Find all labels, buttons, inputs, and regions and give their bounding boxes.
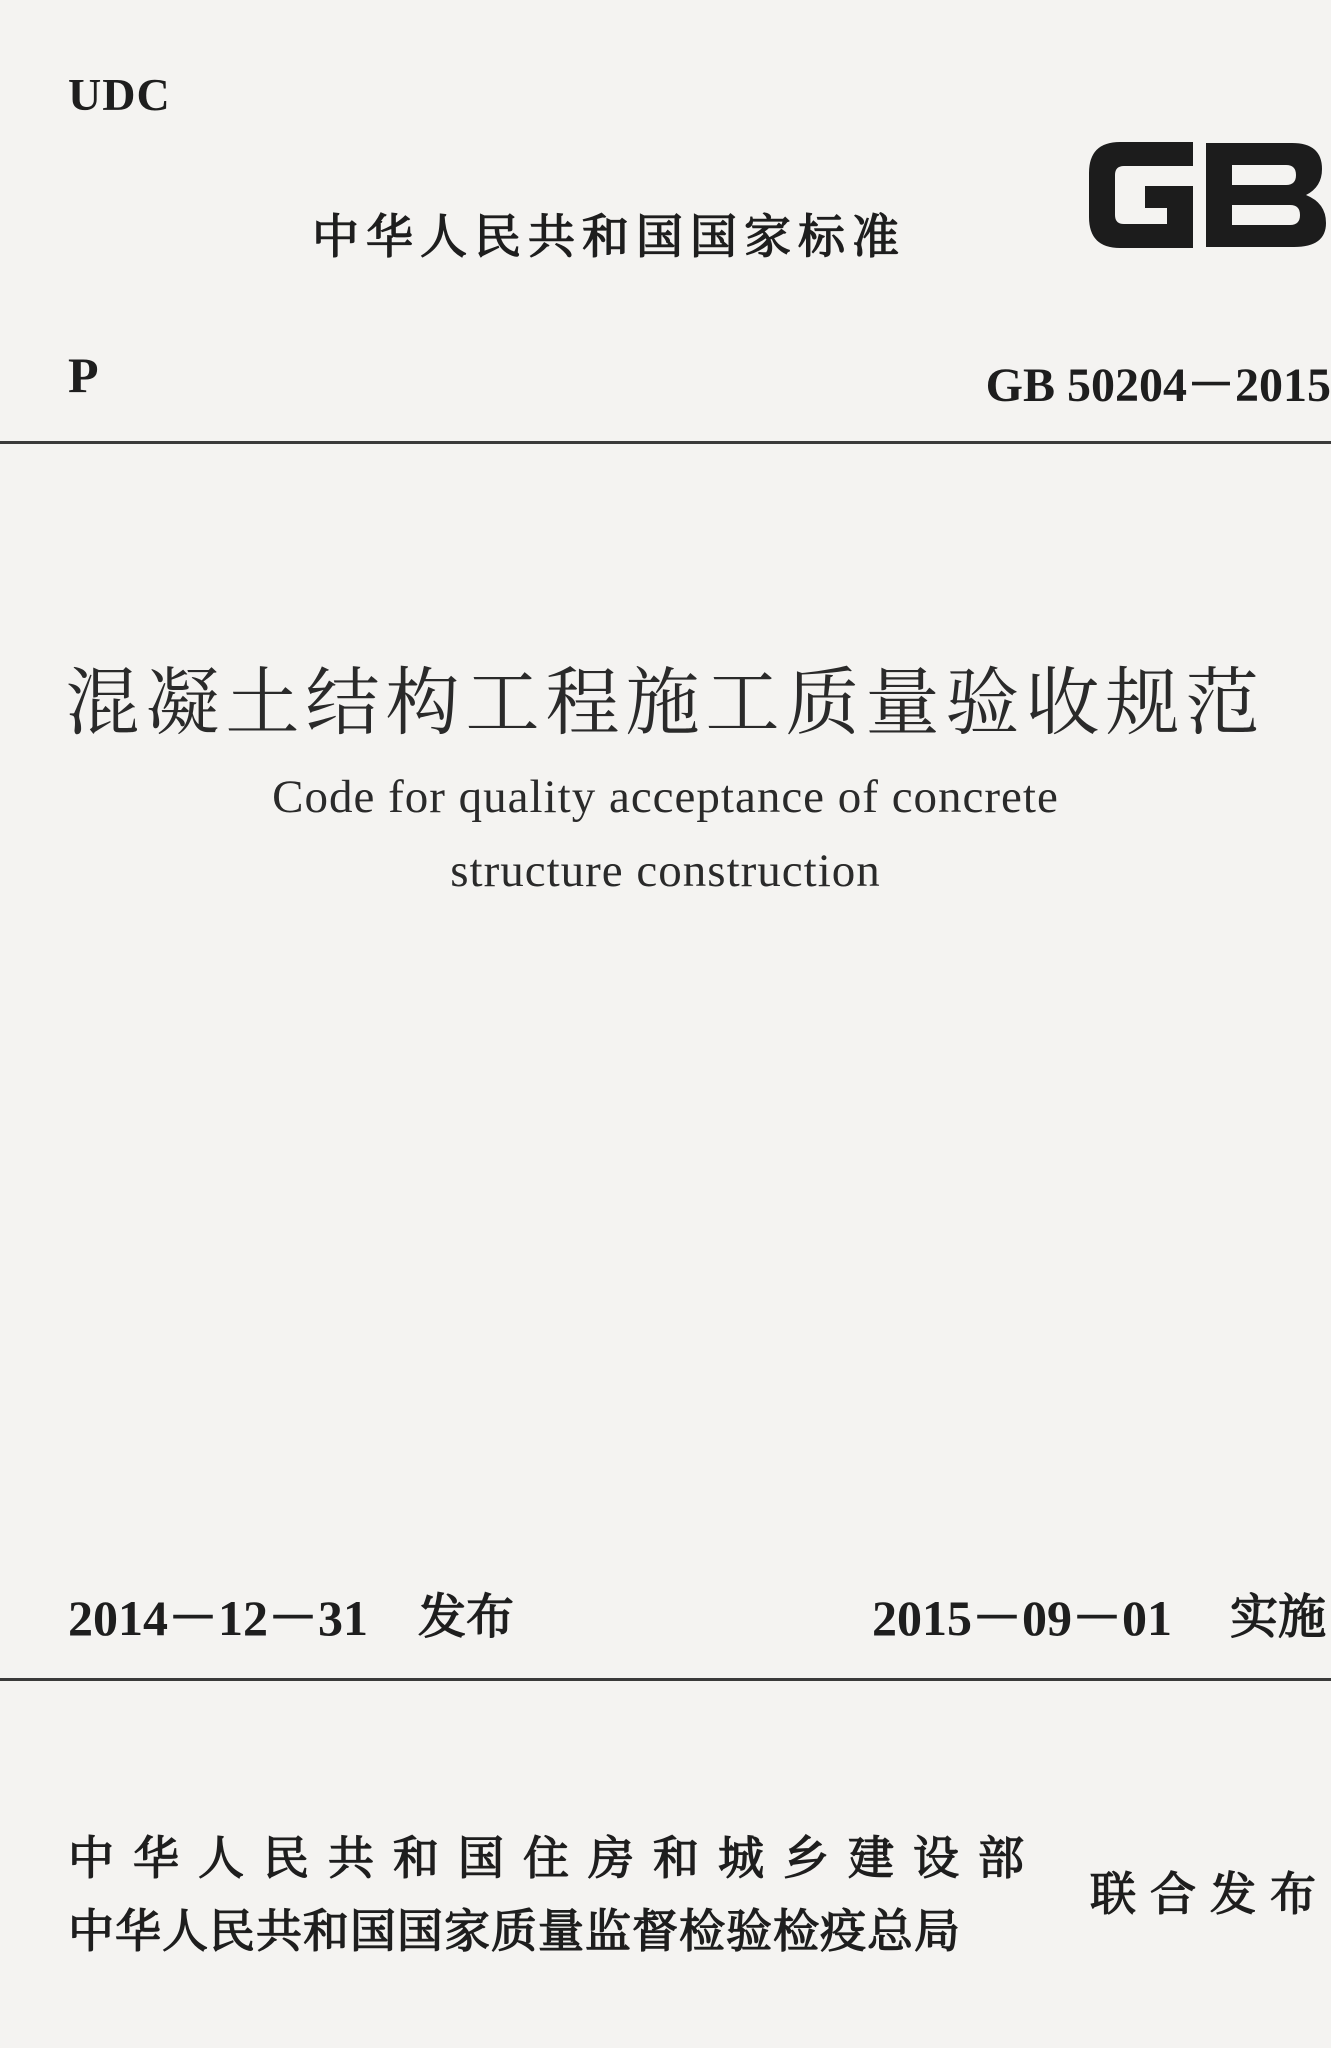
bottom-divider: [0, 1678, 1331, 1681]
effective-label: 实施: [1230, 1589, 1327, 1645]
gb-logo-icon: [1080, 125, 1330, 265]
effective-date: 2015－09－01: [872, 1590, 1172, 1646]
joint-issue-label: 联合发布: [1090, 1867, 1330, 1921]
issuer-ministry-housing: 中华人民共和国住房和城乡建设部: [68, 1831, 1043, 1885]
document-title-english-line1: Code for quality acceptance of concrete: [272, 771, 1059, 823]
udc-label: UDC: [68, 69, 171, 120]
standard-number: GB 50204－2015: [985, 359, 1331, 412]
document-title-chinese: 混凝土结构工程施工质量验收规范: [65, 660, 1266, 746]
document-title-english-line2: structure construction: [450, 845, 881, 897]
top-divider: [0, 441, 1331, 444]
national-standard-heading: 中华人民共和国国家标准: [312, 210, 906, 265]
publish-date: 2014－12－31: [68, 1590, 368, 1646]
issuer-quality-administration: 中华人民共和国国家质量监督检验检疫总局: [68, 1904, 961, 1958]
publish-label: 发布: [418, 1589, 515, 1645]
classification-code: P: [68, 347, 99, 403]
